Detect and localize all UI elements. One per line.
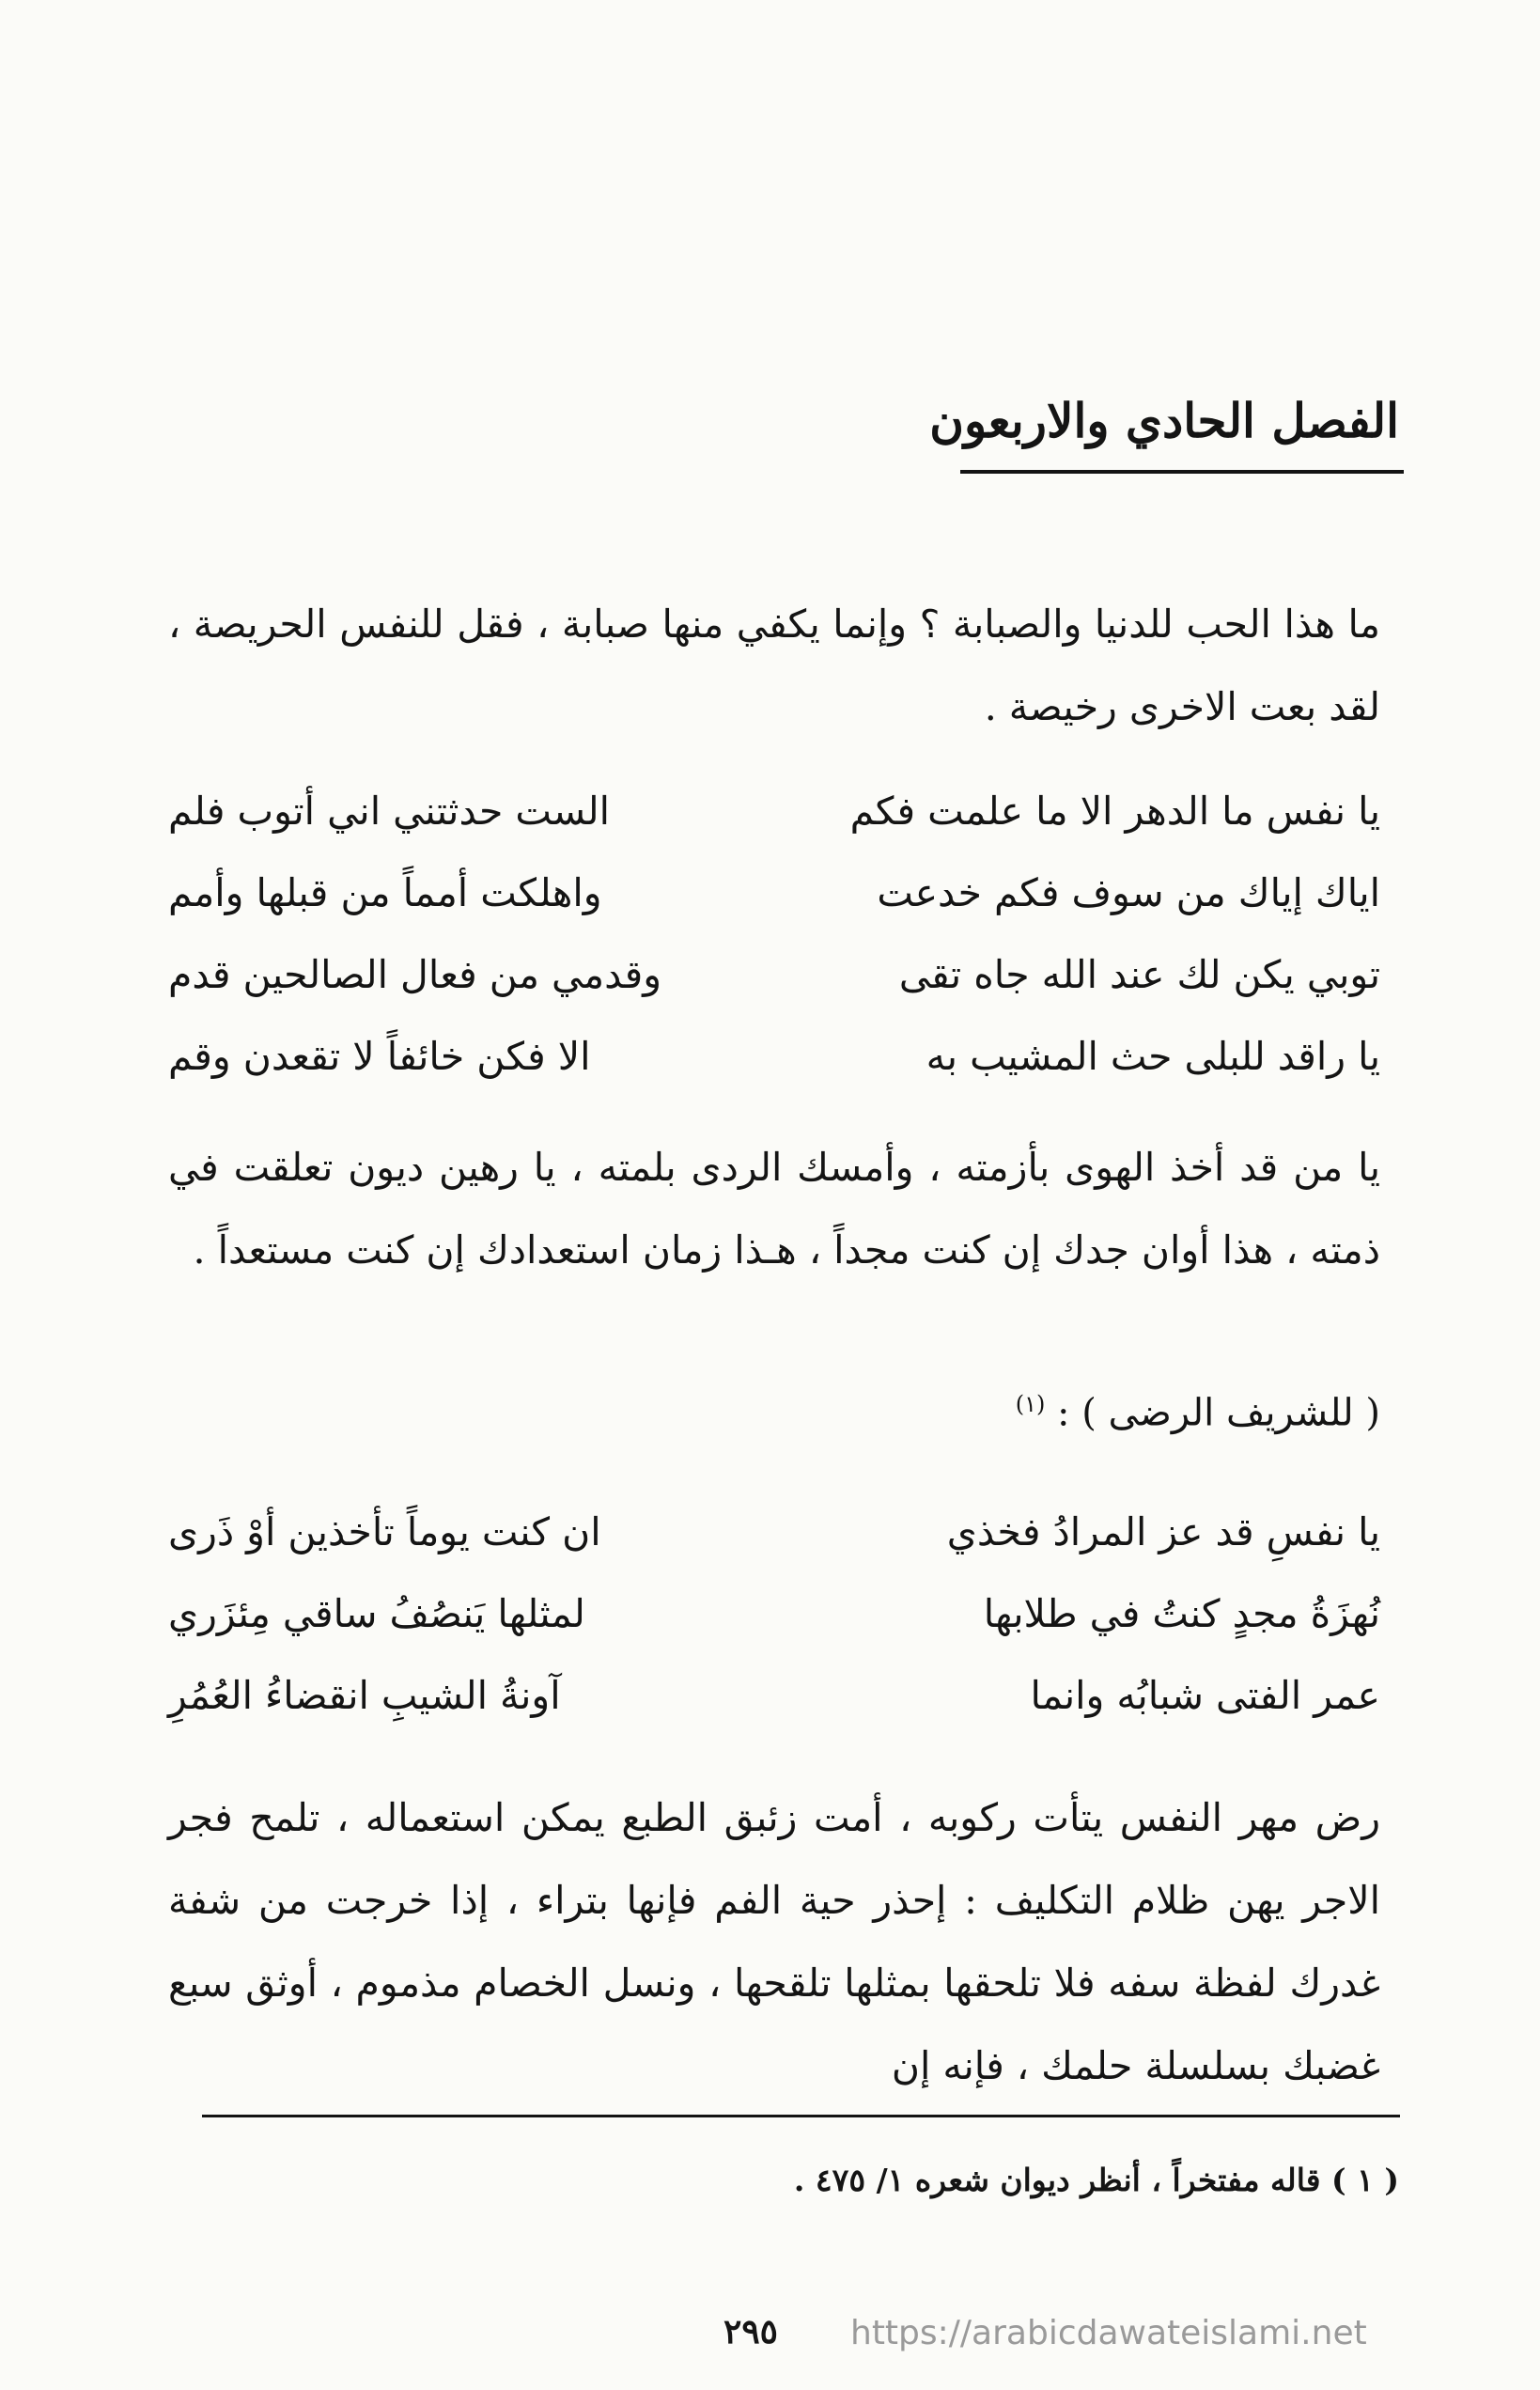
verse-first-hemistich: توبي يكن لك عند الله جاه تقى — [898, 952, 1380, 997]
poet-attribution — [1016, 1391, 1380, 1434]
verse-first-hemistich: نُهزَةُ مجدٍ كنتُ في طلابها — [983, 1591, 1380, 1636]
verse-second-hemistich: لمثلها يَنصُفُ ساقي مِئزَري — [168, 1591, 585, 1636]
poem-verse — [168, 1016, 1380, 1098]
paragraph-1: ما هذا الحب للدنيا والصبابة ؟ وإنما يكفي منها صبابة ، فقل للنفس الحريصة ، لقد بعت الاخرى رخيصة . — [168, 601, 1380, 729]
poem-verse — [168, 1492, 1380, 1573]
verse-second-hemistich: وقدمي من فعال الصالحين قدم — [168, 952, 661, 997]
poem-verse — [168, 852, 1380, 934]
verse-first-hemistich: اياك إياك من سوف فكم خدعت — [877, 870, 1380, 915]
verse-first-hemistich: يا نفسِ قد عز المرادُ فخذي — [946, 1509, 1380, 1554]
poem-verse — [168, 934, 1380, 1016]
poem-1 — [168, 771, 1380, 1098]
chapter-heading: الفصل الحادي والاربعون — [929, 393, 1399, 448]
attribution-text: ( للشريف الرضى ) : — [1057, 1391, 1380, 1435]
verse-first-hemistich: عمر الفتى شبابُه وانما — [1030, 1673, 1380, 1718]
verse-second-hemistich: الا فكن خائفاً لا تقعدن وقم — [168, 1034, 591, 1079]
footnote-separator — [202, 2115, 1400, 2117]
poem-verse — [168, 1573, 1380, 1655]
verse-second-hemistich: ان كنت يوماً تأخذين أوْ ذَرى — [168, 1509, 601, 1554]
watermark-url: https://arabicdawateislami.net — [850, 2314, 1367, 2352]
poem-verse — [168, 771, 1380, 852]
footnote-marker: (١) — [1015, 1391, 1046, 1417]
verse-second-hemistich: آونةُ الشيبِ انقضاءُ العُمُرِ — [168, 1673, 561, 1718]
paragraph-3: رض مهر النفس يتأت ركوبه ، أمت زئبق الطبع يمكن استعماله ، تلمح فجر الاجر يهن ظلام التكليف : إحذر حية الفم فإنها بتراء ، إذا خرجت من شفة غدرك لفظة سفه فلا تلحقها بمثلها تلقحها ، ونسل الخصام مذموم ، أوثق سبع غضبك بسلسلة حلمك ، فإنه إن — [168, 1795, 1380, 2088]
verse-second-hemistich: واهلكت أمماً من قبلها وأمم — [168, 870, 602, 915]
page-number: ٢٩٥ — [723, 2312, 779, 2351]
paragraph-2: يا من قد أخذ الهوى بأزمته ، وأمسك الردى بلمته ، يا رهين ديون تعلقت في ذمته ، هذا أوان جدك إن كنت مجداً ، هـذا زمان استعدادك إن كنت مستعداً . — [168, 1145, 1380, 1273]
verse-second-hemistich: الست حدثتني اني أتوب فلم — [168, 789, 611, 834]
verse-first-hemistich: يا راقد للبلى حث المشيب به — [926, 1034, 1380, 1079]
verse-first-hemistich: يا نفس ما الدهر الا ما علمت فكم — [849, 789, 1380, 834]
heading-underline — [960, 470, 1404, 474]
poem-verse — [168, 1655, 1380, 1737]
footnote: ( ١ ) قاله مفتخراً ، أنظر ديوان شعره ١/ ٤٧٥ . — [793, 2162, 1399, 2198]
poem-2 — [168, 1492, 1380, 1737]
